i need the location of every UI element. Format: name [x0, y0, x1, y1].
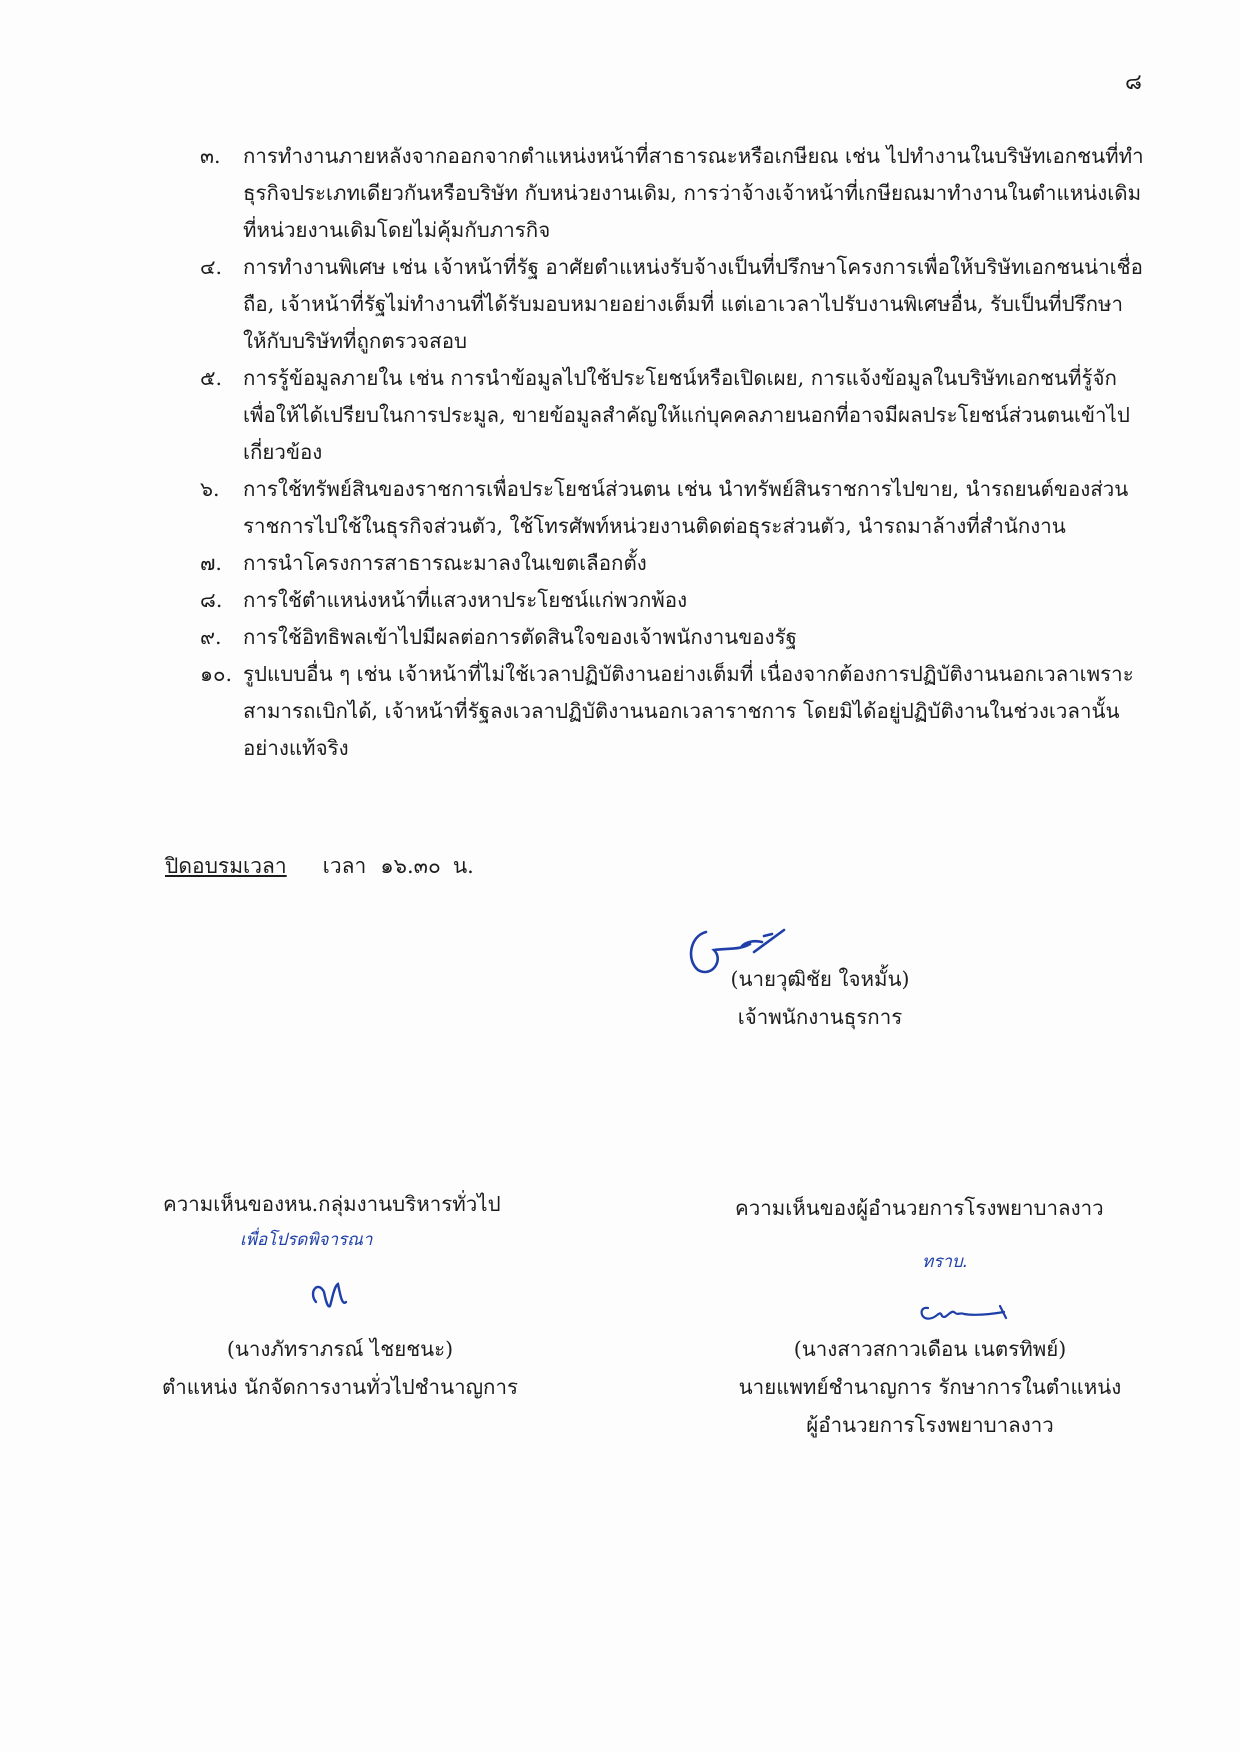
- item-text: การรู้ข้อมูลภายใน เช่น การนำข้อมูลไปใช้ประโยชน์หรือเปิดเผย, การแจ้งข้อมูลในบริษัทเอกชนที่รู้จักเพื่อให้ได้เปรียบในการประมูล, ขายข้อมูลสำคัญให้แก่บุคคลภายนอกที่อาจมีผลประโยชน์ส่วนตนเข้าไปเกี่ยวข้อง: [243, 366, 1130, 464]
- item-text: การทำงานพิเศษ เช่น เจ้าหน้าที่รัฐ อาศัยตำแหน่งรับจ้างเป็นที่ปรึกษาโครงการเพื่อให้บริษัทเอกชนน่าเชื่อถือ, เจ้าหน้าที่รัฐไม่ทำงานที่ได้รับมอบหมายอย่างเต็มที่ แต่เอาเวลาไปรับงานพิเศษอื่น, รับเป็นที่ปรึกษาให้กับบริษัทที่ถูกตรวจสอบ: [243, 255, 1143, 353]
- page-number: ๘: [1125, 70, 1142, 95]
- list-item: [200, 619, 1145, 656]
- item-number: ๗.: [200, 551, 222, 575]
- item-number: ๙.: [200, 625, 222, 649]
- item-number: ๑๐.: [200, 662, 233, 686]
- closing-time: [165, 850, 474, 883]
- signature-2-icon: [300, 1272, 360, 1317]
- item-list: [200, 138, 1145, 767]
- signature-block-admin-head: [130, 1330, 550, 1406]
- closing-time-word: เวลา: [322, 854, 367, 878]
- opinion-left-heading: ความเห็นของหน.กลุ่มงานบริหารทั่วไป: [163, 1192, 501, 1216]
- item-number: ๓.: [200, 144, 221, 168]
- signatory-name: (นางภัทราภรณ์ ไชยชนะ): [226, 1337, 454, 1361]
- item-number: ๘.: [200, 588, 223, 612]
- opinion-left-handwriting: เพื่อโปรดพิจารณา: [240, 1230, 373, 1250]
- opinion-right-handwriting: ทราบ.: [922, 1252, 969, 1272]
- signatory-position: เจ้าพนักงานธุรการ: [737, 1005, 903, 1029]
- item-text: การใช้ตำแหน่งหน้าที่แสวงหาประโยชน์แก่พวกพ้อง: [243, 588, 688, 612]
- item-number: ๔.: [200, 255, 223, 279]
- signatory-position-line2: ผู้อำนวยการโรงพยาบาลงาว: [806, 1413, 1054, 1437]
- list-item: [200, 360, 1145, 471]
- list-item: [200, 471, 1145, 545]
- item-number: ๕.: [200, 366, 223, 390]
- item-text: การนำโครงการสาธารณะมาลงในเขตเลือกตั้ง: [243, 551, 647, 575]
- signatory-position: ตำแหน่ง นักจัดการงานทั่วไปชำนาญการ: [161, 1375, 518, 1399]
- signature-3-icon: [916, 1294, 1016, 1334]
- item-text: การใช้ทรัพย์สินของราชการเพื่อประโยชน์ส่วนตน เช่น นำทรัพย์สินราชการไปขาย, นำรถยนต์ของส่วนราชการไปใช้ในธุรกิจส่วนตัว, ใช้โทรศัพท์หน่วยงานติดต่อธุระส่วนตัว, นำรถมาล้างที่สำนักงาน: [243, 477, 1129, 538]
- item-text: การใช้อิทธิพลเข้าไปมีผลต่อการตัดสินใจของเจ้าพนักงานของรัฐ: [243, 625, 797, 649]
- list-item: [200, 545, 1145, 582]
- item-text: รูปแบบอื่น ๆ เช่น เจ้าหน้าที่ไม่ใช้เวลาปฏิบัติงานอย่างเต็มที่ เนื่องจากต้องการปฏิบัติงานนอกเวลาเพราะสามารถเบิกได้, เจ้าหน้าที่รัฐลงเวลาปฏิบัติงานนอกเวลาราชการ โดยมิได้อยู่ปฏิบัติงานในช่วงเวลานั้นอย่างแท้จริง: [243, 662, 1134, 760]
- list-item: [200, 656, 1145, 767]
- signature-block-director: [700, 1330, 1160, 1444]
- item-number: ๖.: [200, 477, 220, 501]
- opinion-right-heading: ความเห็นของผู้อำนวยการโรงพยาบาลงาว: [735, 1196, 1104, 1220]
- signatory-position-line1: นายแพทย์ชำนาญการ รักษาการในตำแหน่ง: [738, 1375, 1122, 1399]
- item-text: การทำงานภายหลังจากออกจากตำแหน่งหน้าที่สาธารณะหรือเกษียณ เช่น ไปทำงานในบริษัทเอกชนที่ทำธุรกิจประเภทเดียวกันหรือบริษัท กับหน่วยงานเดิม, การว่าจ้างเจ้าหน้าที่เกษียณมาทำงานในตำแหน่งเดิมที่หน่วยงานเดิมโดยไม่คุ้มกับภารกิจ: [243, 144, 1144, 242]
- list-item: [200, 249, 1145, 360]
- closing-time-unit: น.: [452, 854, 474, 878]
- list-item: [200, 138, 1145, 249]
- signatory-name: (นายวุฒิชัย ใจหมั้น): [730, 967, 910, 991]
- list-item: [200, 582, 1145, 619]
- signatory-name: (นางสาวสกาวเดือน เนตรทิพย์): [793, 1337, 1067, 1361]
- closing-label: ปิดอบรมเวลา: [165, 854, 287, 878]
- closing-time-value: ๑๖.๓๐: [380, 854, 441, 878]
- signature-block-clerk: [600, 960, 1040, 1036]
